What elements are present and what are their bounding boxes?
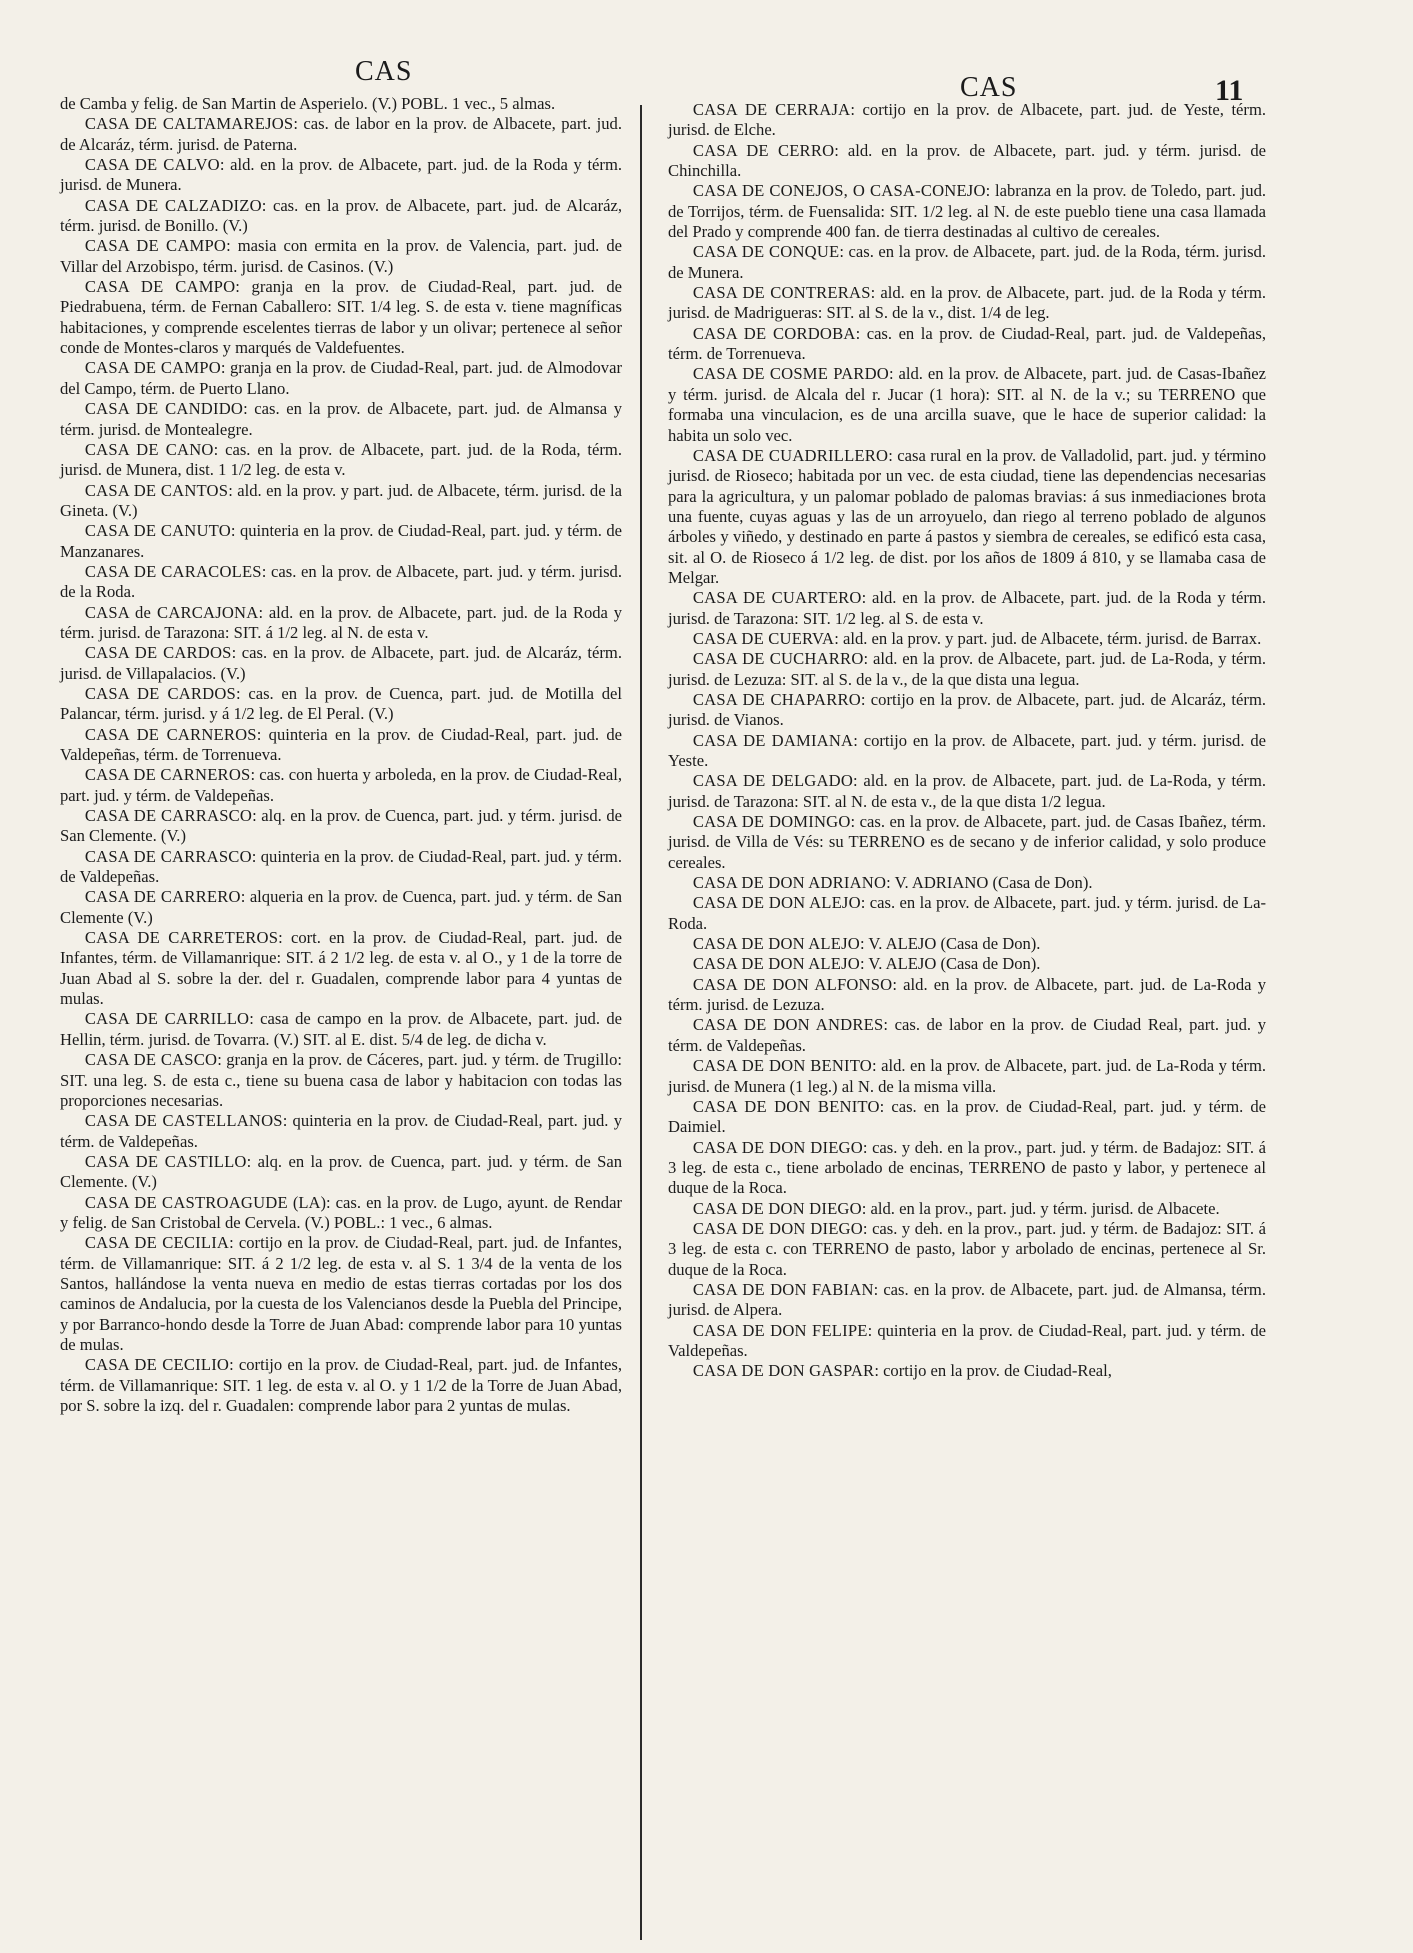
- entry-text: : alq. en la prov. de Cuenca, part. jud. y térm. jurisd. de San Clemente. (V.): [60, 806, 623, 846]
- entry-text: : ald. en la prov. de Albacete, part. jud. de La-Roda y térm. jurisd. de Munera (1 leg.) al N. de la misma villa.: [668, 1056, 1266, 1096]
- column-divider: [640, 105, 642, 1940]
- entry-term: CASA DE DON ADRIANO: [692, 873, 887, 893]
- dictionary-entry: [60, 928, 622, 1009]
- entry-text: : ald. en la prov. de Albacete, part. jud. de La-Roda y térm. jurisd. de Lezuza.: [668, 974, 1266, 1015]
- entry-term: CASA DE CALVO: [84, 155, 220, 175]
- entry-text: : alq. en la prov. de Cuenca, part. jud. y térm. de San Clemente. (V.): [60, 1151, 622, 1192]
- entry-text: : granja en la prov. de Ciudad-Real, part. jud. de Piedrabuena, térm. de Fernan Caballero: SIT. 1/4 leg. S. de esta v. tiene magníficas habitaciones, y comprende escelentes tierras de labor y un olivar; pertenece al señor conde de Montes-claros y marqués de Valdefuentes.: [60, 277, 622, 358]
- entry-text: : cas. y deh. en la prov., part. jud. y térm. de Badajoz: SIT. á 3 leg. de esta c., tiene arbolado de encinas, TERRENO de pasto y labor, y pertenece al duque de la Roca.: [668, 1137, 1266, 1198]
- entry-term: CASA DE CERRAJA: [692, 100, 851, 119]
- entry-text: : quinteria en la prov. de Ciudad-Real, part. jud. de Valdepeñas, térm. de Torrenueva.: [60, 724, 623, 764]
- entry-text: : ald. en la prov. de Albacete, part. jud. de la Roda y térm. jurisd. de Munera.: [60, 155, 622, 195]
- entry-term: CASA DE DON FABIAN: [692, 1279, 874, 1299]
- entry-term: CASA DE DAMIANA: [692, 730, 854, 750]
- right-column: [668, 100, 1266, 1382]
- entry-text: : cas. en la prov. de Albacete, part. jud. de Almansa, térm. jurisd. de Alpera.: [668, 1279, 1266, 1320]
- entry-text: : ald. en la prov. de Albacete, part. jud. de La-Roda, y térm. jurisd. de Lezuza: SIT. al S. de la v., de la que dista una legua.: [668, 649, 1267, 689]
- entry-term: CASA DE CANTOS: [84, 480, 229, 500]
- dictionary-entry: [668, 588, 1266, 629]
- dictionary-entry: [60, 94, 622, 114]
- entry-term: CASA DE CARDOS: [84, 683, 236, 703]
- entry-term: CASA DE DON GASPAR: [692, 1361, 875, 1381]
- entry-term: CASA DE CARRETEROS: [84, 928, 279, 948]
- entry-term: CASA DE CHAPARRO: [692, 689, 861, 709]
- entry-term: CASA DE CONQUE: [692, 242, 840, 262]
- entry-term: CASA DE CARDOS: [84, 643, 232, 663]
- dictionary-entry: [60, 114, 622, 155]
- entry-text: : cas. de labor en la prov. de Albacete, part. jud. de Alcaráz, térm. jurisd. de Paterna.: [60, 114, 622, 154]
- entry-text: : cas. en la prov. de Albacete, part. jud. y térm. jurisd. de La-Roda.: [668, 893, 1266, 933]
- entry-text: : V. ALEJO (Casa de Don).: [859, 934, 1041, 954]
- dictionary-entry: [60, 765, 622, 806]
- entry-text: : quinteria en la prov. de Ciudad-Real, part. jud. y térm. de Valdepeñas.: [668, 1320, 1266, 1360]
- dictionary-entry: [668, 1015, 1266, 1056]
- entry-term: CASA DE CANUTO: [84, 521, 231, 541]
- dictionary-entry: [668, 1138, 1266, 1199]
- dictionary-entry: [668, 975, 1266, 1016]
- dictionary-entry: [668, 1361, 1266, 1381]
- dictionary-entry: [668, 1321, 1266, 1362]
- dictionary-entry: [668, 1199, 1266, 1219]
- entry-term: CASA DE DON DIEGO: [692, 1218, 863, 1238]
- entry-term: CASA DE CALZADIZO: [84, 195, 262, 215]
- entry-term: CASA DE DON DIEGO: [692, 1137, 863, 1157]
- entry-text: : ald. en la prov. de Albacete, part. jud. y térm. jurisd. de Chinchilla.: [668, 140, 1266, 181]
- entry-term: CASA DE DON BENITO: [692, 1056, 872, 1076]
- entry-term: CASA DE DON DIEGO: [692, 1198, 862, 1218]
- dictionary-entry: [60, 1152, 622, 1193]
- dictionary-entry: [668, 1056, 1266, 1097]
- page-number: 11: [1215, 74, 1244, 107]
- entry-text: : ald. en la prov., part. jud. y térm. jurisd. de Albacete.: [861, 1198, 1220, 1218]
- entry-text: : cas. de labor en la prov. de Ciudad Real, part. jud. y térm. de Valdepeñas.: [668, 1015, 1266, 1055]
- dictionary-entry: [60, 643, 622, 684]
- entry-term: CASA DE CARNEROS: [84, 724, 257, 744]
- dictionary-entry: [668, 629, 1266, 649]
- entry-text: : cas. en la prov. de Ciudad-Real, part. jud. de Valdepeñas, térm. de Torrenueva.: [668, 323, 1266, 364]
- entry-term: CASA DE CAMPO: [84, 277, 236, 297]
- entry-term: CASA DE COSME PARDO: [692, 364, 889, 384]
- entry-text: : ald. en la prov. y part. jud. de Albacete, térm. jurisd. de la Gineta. (V.): [60, 480, 622, 520]
- dictionary-entry: [60, 847, 622, 888]
- entry-text: de Camba y felig. de San Martin de Asperielo. (V.) POBL. 1 vec., 5 almas.: [60, 94, 556, 113]
- dictionary-entry: [60, 725, 622, 766]
- entry-term: CASA DE CUARTERO: [692, 588, 862, 608]
- entry-text: : cas. en la prov. de Albacete, part. jud. y térm. jurisd. de la Roda.: [60, 561, 622, 602]
- entry-text: : quinteria en la prov. de Ciudad-Real, part. jud. y térm. de Manzanares.: [60, 521, 622, 561]
- entry-term: CASA DE CASCO: [84, 1050, 218, 1070]
- entry-text: : V. ALEJO (Casa de Don).: [859, 954, 1041, 974]
- entry-text: : cas. en la prov. de Cuenca, part. jud. de Motilla del Palancar, térm. jurisd. y á 1/2 leg. de El Peral. (V.): [60, 683, 622, 724]
- entry-text: : cortijo en la prov. de Albacete, part. jud. de Yeste, térm. jurisd. de Elche.: [668, 100, 1266, 140]
- dictionary-entry: [60, 521, 622, 562]
- entry-text: (LA): cas. en la prov. de Lugo, ayunt. de Rendar y felig. de San Cristobal de Cervela. (V.) POBL.: 1 vec., 6 almas.: [60, 1192, 622, 1232]
- entry-term: CASA DE CECILIA: [84, 1233, 230, 1253]
- dictionary-entry: [668, 934, 1266, 954]
- entry-term: CASA DE DON ALEJO: [692, 893, 861, 913]
- entry-term: CASA DE DON BENITO: [692, 1096, 880, 1116]
- entry-term: CASA DE CUADRILLERO: [692, 445, 889, 465]
- entry-text: : ald. en la prov. y part. jud. de Albacete, térm. jurisd. de Barrax.: [834, 628, 1262, 648]
- dictionary-entry: [668, 873, 1266, 893]
- entry-term: CASA DE CERRO: [692, 140, 835, 160]
- entry-term: CASA DE CARRASCO: [84, 806, 253, 826]
- dictionary-entry: [668, 1097, 1266, 1138]
- dictionary-entry: [60, 887, 622, 928]
- left-column: [60, 94, 622, 1416]
- entry-text: : cas. con huerta y arboleda, en la prov. de Ciudad-Real, part. jud. y térm. de Valdepeñas.: [60, 765, 622, 805]
- dictionary-entry: [60, 236, 622, 277]
- entry-term: CASA DE DELGADO: [692, 771, 854, 791]
- entry-term: CASA DE CARRERO: [84, 887, 241, 907]
- dictionary-entry: [668, 141, 1266, 182]
- entry-text: : masia con ermita en la prov. de Valencia, part. jud. de Villar del Arzobispo, térm. jurisd. de Casinos. (V.): [60, 236, 622, 276]
- entry-term: CASA DE CAMPO: [84, 358, 221, 378]
- entry-text: : cortijo en la prov. de Ciudad-Real, part. jud. de Infantes, térm. de Villamanrique: SIT. á 2 1/2 leg. de esta v. al S. 1 3/4 de la venta de los Santos, hallándose la venta nueva en medio de estas tierras cortadas por los dos caminos de Andalucia, por la cuesta de los Valencianos desde la Puebla del Principe, y por Barranco-hondo desde la Torre de Juan Abad: comprende labor para 10 yuntas de mulas.: [60, 1233, 622, 1354]
- entry-text: : quinteria en la prov. de Ciudad-Real, part. jud. y térm. de Valdepeñas.: [60, 1111, 622, 1151]
- dictionary-entry: [668, 893, 1266, 934]
- entry-text: : cas. en la prov. de Ciudad-Real, part. jud. y térm. de Daimiel.: [668, 1096, 1266, 1137]
- entry-text: : ald. en la prov. de Albacete, part. jud. de La-Roda, y térm. jurisd. de Tarazona: SIT. al N. de esta v., de la que dista 1/2 legua.: [668, 771, 1266, 811]
- dictionary-entry: [668, 324, 1266, 365]
- dictionary-entry: [60, 1050, 622, 1111]
- entry-term: CASA DE CARRILLO: [84, 1009, 250, 1029]
- entry-text: : cas. en la prov. de Albacete, part. jud. de Alcaráz, térm. jurisd. de Villapalacios. (V.): [60, 643, 622, 683]
- entry-term: CASA DE DON ALEJO: [692, 954, 860, 974]
- dictionary-entry: [668, 242, 1266, 283]
- dictionary-entry: [60, 1009, 622, 1050]
- dictionary-entry: [60, 155, 622, 196]
- dictionary-entry: [668, 1219, 1266, 1280]
- entry-term: CASA DE CUCHARRO: [692, 649, 864, 669]
- dictionary-entry: [60, 1233, 622, 1355]
- entry-term: CASA DE DOMINGO: [692, 812, 851, 832]
- running-header-left: CAS: [355, 56, 413, 87]
- dictionary-entry: [60, 277, 622, 358]
- entry-text: : cortijo en la prov. de Albacete, part. jud. y térm. jurisd. de Yeste.: [668, 730, 1267, 770]
- entry-term: CASA DE CARNEROS: [84, 765, 251, 785]
- entry-text: : ald. en la prov. de Albacete, part. jud. de la Roda y térm. jurisd. de Tarazona: SIT. á 1/2 leg. al N. de esta v.: [60, 602, 622, 642]
- dictionary-entry: [668, 731, 1266, 772]
- entry-text: : ald. en la prov. de Albacete, part. jud. de Casas-Ibañez y térm. jurisd. de Alcala del r. Jucar (1 hora): SIT. al N. de la v.; su TERRENO que formaba una vinculacion, es de una arcilla suave, que le hace de superior calidad: la habita un solo vec.: [668, 364, 1267, 445]
- entry-term: CASA DE DON ANDRES: [692, 1015, 884, 1035]
- dictionary-entry: [60, 1355, 622, 1416]
- dictionary-entry: [668, 771, 1266, 812]
- dictionary-entry: [668, 690, 1266, 731]
- dictionary-entry: [668, 954, 1266, 974]
- dictionary-entry: [60, 399, 622, 440]
- entry-term: CASA DE DON ALFONSO: [692, 974, 893, 994]
- entry-term: CASA DE CARACOLES: [84, 561, 262, 581]
- dictionary-entry: [60, 1193, 622, 1234]
- dictionary-entry: [60, 806, 622, 847]
- dictionary-entry: [668, 283, 1266, 324]
- dictionary-entry: [60, 196, 622, 237]
- entry-text: : cas. y deh. en la prov., part. jud. y térm. de Badajoz: SIT. á 3 leg. de esta c. con TERRENO de pasto, labor y arbolado de encinas, pertenece al Sr. duque de la Roca.: [668, 1218, 1266, 1279]
- entry-term: CASA DE CUERVA: [692, 628, 835, 648]
- dictionary-entry: [60, 684, 622, 725]
- running-header-right: CAS: [960, 72, 1018, 103]
- entry-text: : ald. en la prov. de Albacete, part. jud. de la Roda y térm. jurisd. de Madrigueras: SIT. al S. de la v., dist. 1/4 de leg.: [668, 283, 1266, 323]
- entry-term: CASA DE CARRASCO: [84, 846, 252, 866]
- entry-term: CASA DE CASTILLO: [84, 1151, 247, 1171]
- entry-text: : labranza en la prov. de Toledo, part. jud. de Torrijos, térm. de Fuensalida: SIT. 1/2 leg. al N. de este pueblo tiene una casa llamada del Prado y comprende 400 fan. de tierra destinadas al cultivo de cereales.: [668, 181, 1267, 242]
- dictionary-entry: [668, 364, 1266, 445]
- entry-term: CASA DE CASTELLANOS: [84, 1111, 283, 1131]
- dictionary-entry: [60, 1111, 622, 1152]
- entry-term: CASA DE CALTAMAREJOS: [84, 114, 294, 134]
- entry-text: : quinteria en la prov. de Ciudad-Real, part. jud. y térm. de Valdepeñas.: [60, 846, 622, 887]
- entry-text: : cas. en la prov. de Albacete, part. jud. de la Roda, térm. jurisd. de Munera.: [668, 242, 1266, 282]
- entry-text: : cas. en la prov. de Albacete, part. jud. de Casas Ibañez, térm. jurisd. de Villa de Vés: su TERRENO es de secano y de inferior calidad, y solo produce cereales.: [668, 812, 1266, 872]
- entry-text: : cort. en la prov. de Ciudad-Real, part. jud. de Infantes, térm. de Villamanrique: SIT. á 2 1/2 leg. de esta v. al O., y 1 de la torre de Juan Abad al S. sobre la der. del r. Guadalen, comprende labor para 4 yuntas de mulas.: [60, 928, 622, 1009]
- entry-text: : cortijo en la prov. de Ciudad-Real,: [874, 1361, 1112, 1381]
- entry-term: CASA DE DON FELIPE: [692, 1320, 868, 1340]
- entry-term: CASA DE CONEJOS, O CASA-CONEJO: [692, 181, 986, 201]
- entry-term: CASA DE CANDIDO: [84, 399, 244, 419]
- entry-term: CASA DE CAMPO: [84, 236, 227, 256]
- entry-text: : granja en la prov. de Cáceres, part. jud. y térm. de Trugillo: SIT. una leg. S. de esta c., tiene su buena casa de labor y habitacion con todas las proporciones necesarias.: [60, 1050, 622, 1110]
- entry-text: : casa rural en la prov. de Valladolid, part. jud. y término jurisd. de Rioseco; habitada por un vec. de esta ciudad, tiene las dependencias necesarias para la agricultura, y un palomar poblado de palomas bravias: á sus inmediaciones brota una fuente, cuyas aguas y las de un arroyuelo, dan riego al terreno poblado de algunos árboles y viñedo, y destinado en parte á pastos y siembra de cereales, se edificó esta casa, sit. al O. de Rioseco á 1/2 leg. de dist. por los años de 1809 á 810, y se llamaba casa de Melgar.: [668, 445, 1266, 587]
- entry-text: : cas. en la prov. de Albacete, part. jud. de Alcaráz, térm. jurisd. de Bonillo. (V.): [60, 195, 622, 236]
- entry-term: CASA DE CANO: [84, 439, 214, 459]
- dictionary-entry: [668, 1280, 1266, 1321]
- dictionary-entry: [60, 440, 622, 481]
- dictionary-entry: [60, 562, 622, 603]
- entry-term: CASA DE CONTRERAS: [692, 283, 871, 303]
- entry-term: CASA DE CECILIO: [84, 1355, 230, 1375]
- dictionary-entry: [668, 649, 1266, 690]
- dictionary-entry: [60, 358, 622, 399]
- entry-text: : alqueria en la prov. de Cuenca, part. jud. y térm. de San Clemente (V.): [60, 887, 623, 927]
- dictionary-entry: [668, 181, 1266, 242]
- entry-text: : cas. en la prov. de Albacete, part. jud. de Almansa y térm. jurisd. de Montealegre.: [60, 399, 623, 439]
- dictionary-entry: [60, 481, 622, 522]
- entry-text: : casa de campo en la prov. de Albacete, part. jud. de Hellin, térm. jurisd. de Tovarra. (V.) SIT. al E. dist. 5/4 de leg. de dicha v.: [60, 1009, 622, 1049]
- dictionary-entry: [668, 812, 1266, 873]
- entry-text: : cortijo en la prov. de Albacete, part. jud. de Alcaráz, térm. jurisd. de Vianos.: [668, 689, 1266, 730]
- dictionary-entry: [668, 100, 1266, 141]
- entry-term: CASA de CARCAJONA: [84, 602, 259, 622]
- dictionary-entry: [60, 603, 622, 644]
- entry-text: : ald. en la prov. de Albacete, part. jud. de la Roda y térm. jurisd. de Tarazona: SIT. 1/2 leg. al S. de esta v.: [668, 588, 1266, 628]
- entry-term: CASA DE DON ALEJO: [692, 934, 860, 954]
- entry-text: : granja en la prov. de Ciudad-Real, part. jud. de Almodovar del Campo, térm. de Puerto Llano.: [60, 358, 623, 398]
- entry-term: CASA DE CASTROAGUDE: [84, 1192, 288, 1212]
- entry-text: : V. ADRIANO (Casa de Don).: [886, 873, 1093, 893]
- entry-text: : cortijo en la prov. de Ciudad-Real, part. jud. de Infantes, térm. de Villamanrique: SIT. 1 leg. de esta v. al O. y 1 1/2 de la Torre de Juan Abad, por S. sobre la izq. del r. Guadalen: comprende labor para 2 yuntas de mulas.: [60, 1355, 622, 1415]
- entry-text: : cas. en la prov. de Albacete, part. jud. de la Roda, térm. jurisd. de Munera, dist. 1 1/2 leg. de esta v.: [60, 439, 622, 480]
- entry-term: CASA DE CORDOBA: [692, 323, 856, 343]
- dictionary-entry: [668, 446, 1266, 588]
